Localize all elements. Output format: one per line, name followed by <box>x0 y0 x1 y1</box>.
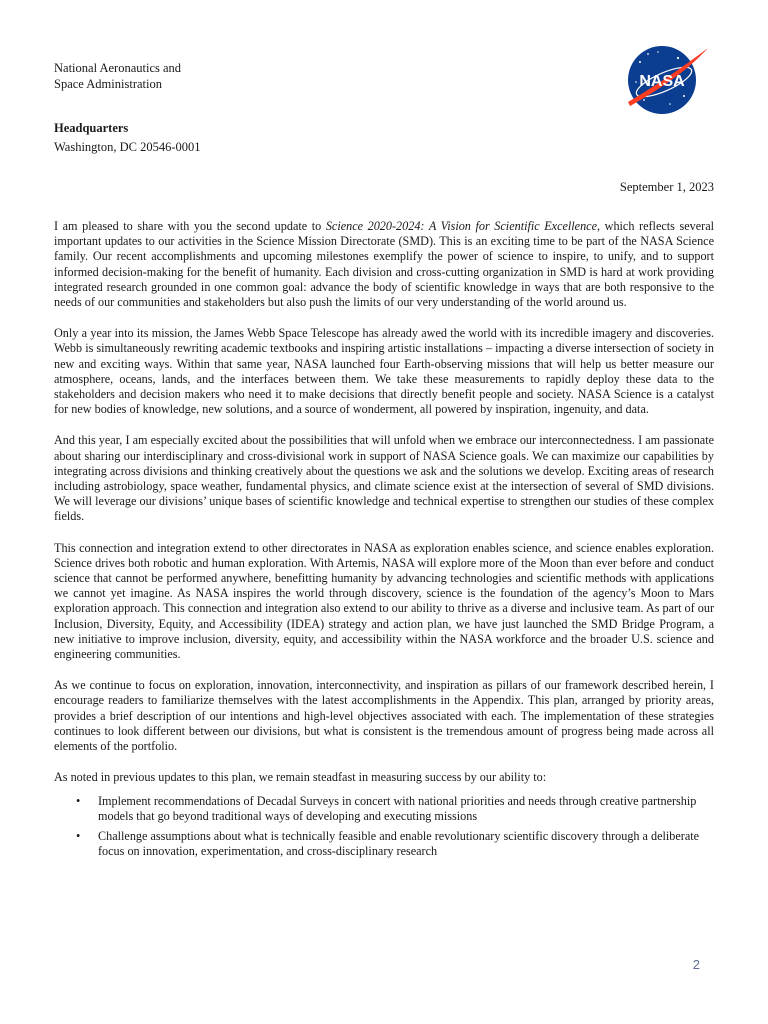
list-item: • Challenge assumptions about what is technically feasible and enable revolutionary scientific discovery through a deliberate focus on innovation, experimentation, and cross-disciplinary research <box>76 828 700 859</box>
letter-date: September 1, 2023 <box>619 180 714 194</box>
paragraph-5: As we continue to focus on exploration, innovation, interconnectivity, and inspiration as pillars of our framework described herein, I encourage readers to familiarize themselves with the latest accomplishments in the Appendix. This plan, arranged by priority areas, provides a brief description of our intentions and high-level objectives associated with each. The implementation of these strategies continues to look different between our divisions, but what is consistent is the tremendous amount of progress being made across all elements of the portfolio. <box>54 678 714 754</box>
agency-name-line2: Space Administration <box>54 77 162 91</box>
office-title: Headquarters <box>54 121 129 135</box>
paragraph-2: Only a year into its mission, the James Webb Space Telescope has already awed the world with its incredible imagery and discoveries. Webb is simultaneously rewriting academic textbooks and inspiring artistic installations – impacting a diverse intersection of society in new and exciting ways. Within that same year, NASA launched four Earth-observing missions that will help us better measure our atmosphere, oceans, lands, and the interfaces between them. We take these measurements to rapidly deploy these data to the stakeholders and decision makers who need it to make decisions that directly benefit people and society. NASA Science is a catalyst for new bodies of knowledge, new solutions, and a source of wonderment, all powered by inspiration, ingenuity, and data. <box>54 326 714 417</box>
page-number: 2 <box>692 957 700 972</box>
paragraph-1: I am pleased to share with you the second update to Science 2020-2024: A Vision for Scientific Excellence, which reflects several important updates to our activities in the Science Mission Directorate (SMD). This is an exciting time to be part of the NASA Science family. Our recent accomplishments and upcoming milestones exemplify the power of science to inspire, to unify, and to support informed decision-making for the benefit of humanity. Each division and cross-cutting organization in SMD is hard at work providing integrated research grounded in one common goal: advance the body of scientific knowledge in ways that are both responsive to the needs of our communities and stakeholders but also push the limits of our very understanding of the world around us. <box>54 219 714 310</box>
bullet-icon: • <box>76 828 81 843</box>
success-measures-list <box>54 794 714 860</box>
list-item: • Implement recommendations of Decadal Surveys in concert with national priorities and needs through creative partnership models that go beyond traditional ways of developing and executing missions <box>76 793 697 823</box>
letter-body <box>54 219 714 864</box>
publication-title: Science 2020-2024: A Vision for Scientific Excellence, <box>325 219 601 233</box>
logo-text: NASA <box>639 73 685 90</box>
paragraph-4: This connection and integration extend to other directorates in NASA as exploration enables science, and science enables exploration. Science drives both robotic and human exploration. With Artemis, NASA will explore more of the Moon than ever before and conduct science that cannot be performed anywhere, benefitting humanity by advancing technologies and scientific methods with applications we cannot yet imagine. As NASA inspires the world through discovery, science is the foundation of the agency’s Moon to Mars exploration approach. This connection and integration also extend to our ability to thrive as a diverse and inclusive team. As part of our Inclusion, Diversity, Equity, and Accessibility (IDEA) strategy and action plan, we have just launched the SMD Bridge Program, a new initiative to improve inclusion, diversity, equity, and accessibility within the NASA workforce and the broader U.S. science and engineering communities. <box>54 540 714 662</box>
agency-name <box>54 60 181 92</box>
bullet-icon: • <box>76 793 81 808</box>
paragraph-6: As noted in previous updates to this plan, we remain steadfast in measuring success by our ability to: <box>54 770 547 785</box>
nasa-logo <box>618 40 710 120</box>
office-block <box>54 119 201 157</box>
agency-name-line1: National Aeronautics and <box>54 61 182 75</box>
paragraph-3: And this year, I am especially excited about the possibilities that will unfold when we embrace our interconnectedness. I am passionate about sharing our interdisciplinary and cross-divisional work in support of NASA Science goals. We can maximize our capabilities by integrating across divisions and thinking creatively about the questions we ask and the solutions we develop. Exciting areas of research including astrobiology, space weather, fundamental physics, and climate science exist at the intersection of several of SMD divisions. We will leverage our divisions’ unique bases of scientific knowledge and technical expertise to strengthen our studies of these complex fields. <box>54 433 714 524</box>
office-address: Washington, DC 20546-0001 <box>54 140 201 154</box>
